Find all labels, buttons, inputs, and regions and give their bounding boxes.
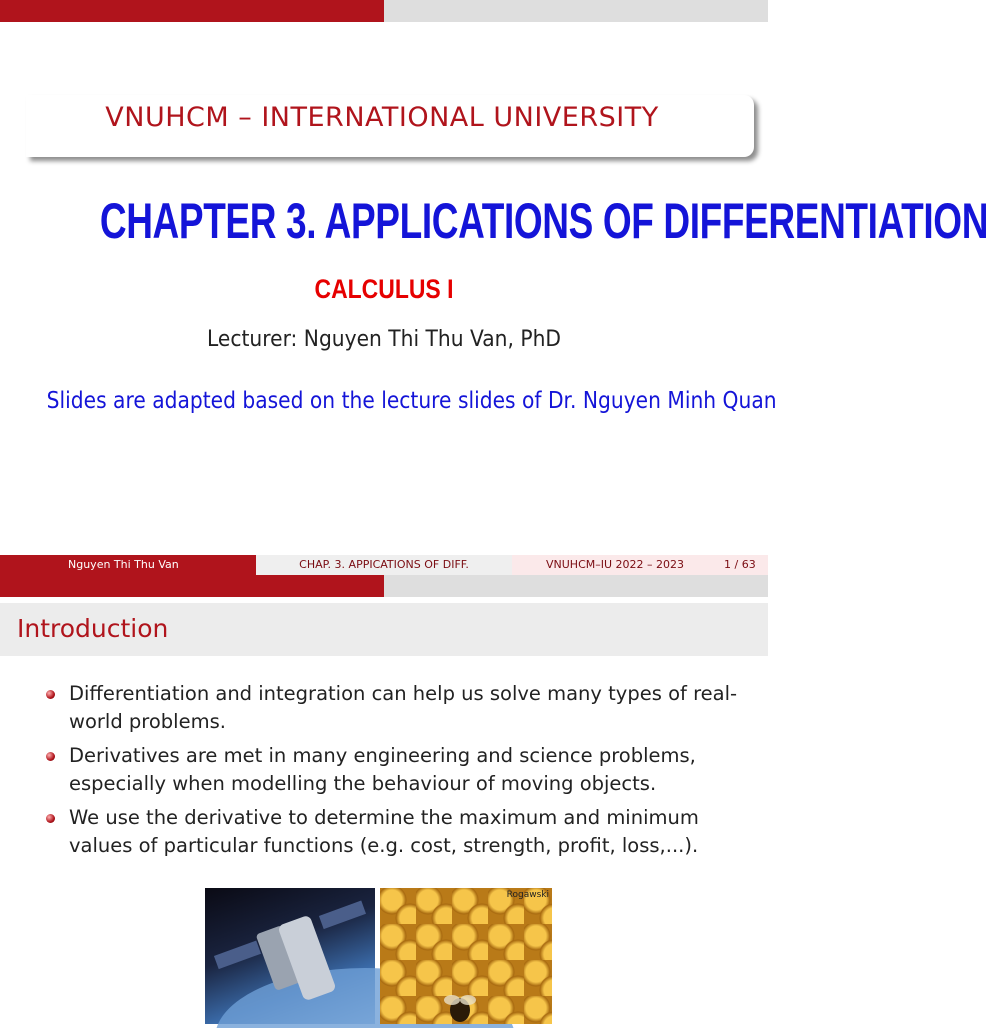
telescope-illustration: [205, 888, 375, 1024]
bullet-text: We use the derivative to determine the maximum and minimum values of particular functions (e.g. cost, strength, profit, loss,...).: [69, 806, 699, 857]
image-credit: Rogawski: [506, 890, 549, 900]
frame-title: Introduction: [17, 614, 169, 643]
bullet-icon: [46, 690, 55, 699]
top-bar-gray: [384, 0, 768, 22]
bee-illustration: [440, 988, 480, 1024]
footer-institution: VNUHCM–IU 2022 – 2023: [546, 558, 685, 571]
chapter-title: CHAPTER 3. APPLICATIONS OF DIFFERENTIATION: [99, 193, 988, 249]
top-bar-red: [0, 0, 384, 22]
bullet-icon: [46, 752, 55, 761]
bullet-item: [46, 680, 746, 736]
slide2-top-bar-red: [0, 575, 384, 597]
course-name: CALCULUS I: [314, 274, 454, 304]
bullet-icon: [46, 814, 55, 823]
footer-author: Nguyen Thi Thu Van: [68, 558, 179, 571]
bullet-item: [46, 742, 746, 798]
institution-title: VNUHCM – INTERNATIONAL UNIVERSITY: [105, 102, 659, 133]
bullet-text: Derivatives are met in many engineering and science problems, especially when modelling the behaviour of moving objects.: [69, 744, 696, 795]
lecturer: Lecturer: Nguyen Thi Thu Van, PhD: [206, 327, 561, 352]
page-number: 1 / 63: [724, 558, 756, 571]
footer-chapter: CHAP. 3. APPICATIONS OF DIFF.: [299, 558, 469, 571]
bullet-list: [46, 680, 746, 866]
bullet-item: [46, 804, 746, 860]
adapted-note: Slides are adapted based on the lecture slides of Dr. Nguyen Minh Quan: [46, 388, 777, 414]
honeycomb-bee-image: [380, 888, 552, 1024]
slide2-top-bar-gray: [384, 575, 768, 597]
space-telescope-image: [205, 888, 375, 1024]
bullet-text: Differentiation and integration can help us solve many types of real-world problems.: [69, 682, 738, 733]
